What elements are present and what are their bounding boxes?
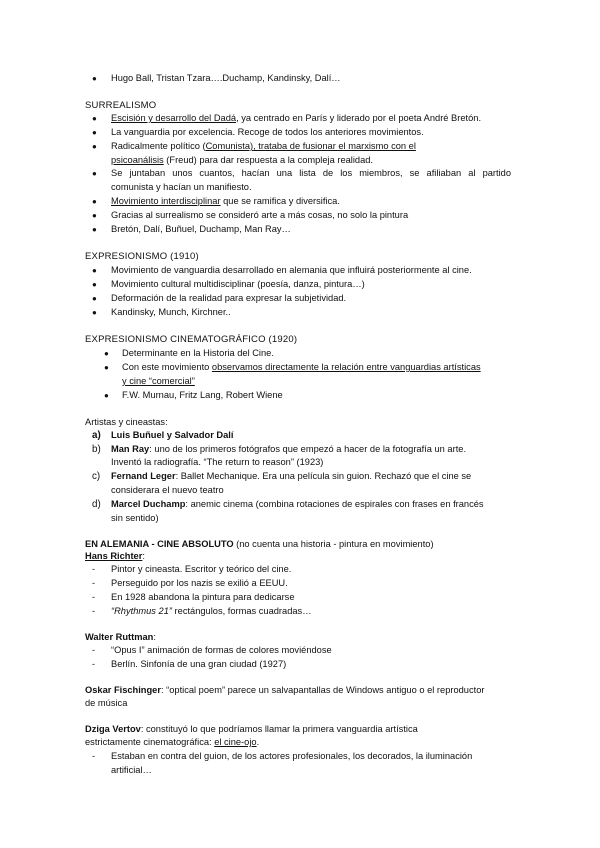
surrealismo-item-2: La vanguardia por excelencia. Recoge de todos los anteriores movimientos. (111, 127, 424, 137)
bullet-icon: ● (92, 308, 97, 317)
psicoanalisis-link: psicoanálisis (111, 155, 164, 165)
bullet-icon: ● (104, 349, 109, 358)
vertov-item-1: Estaban en contra del guion, de los actores profesionales, los decorados, la iluminación (111, 751, 473, 761)
richter-item-4: “Rhythmus 21” rectángulos, formas cuadradas… (111, 606, 312, 616)
exp-cine-item-2: Con este movimiento observamos directamente la relación entre vanguardias artísticas (122, 362, 481, 372)
richter-heading: Hans Richter: (85, 551, 145, 561)
exp-cine-item-1: Determinante en la Historia del Cine. (122, 348, 274, 358)
artist-duchamp-cont: sin sentido) (111, 513, 159, 523)
vertov-paragraph-cont: estrictamente cinematográfica: el cine-ojo. (85, 737, 260, 747)
bullet-icon: ● (92, 128, 97, 137)
bullet-icon: ● (92, 280, 97, 289)
intro-artists: Hugo Ball, Tristan Tzara….Duchamp, Kandinsky, Dalí… (111, 73, 341, 83)
expresionismo-item-4: Kandinsky, Munch, Kirchner.. (111, 307, 231, 317)
artistas-heading: Artistas y cineastas: (85, 417, 168, 427)
dada-link: Escisión y desarrollo del Dadá (111, 113, 237, 123)
bullet-icon: ● (92, 294, 97, 303)
expresionismo-item-1: Movimiento de vanguardia desarrollado en alemania que influirá posteriormente al cine. (111, 265, 472, 275)
expresionismo-heading: EXPRESIONISMO (1910) (85, 251, 199, 262)
artist-leger: Fernand Leger: Ballet Mechanique. Era una película sin guion. Rechazó que el cine se (111, 471, 472, 481)
bullet-icon: ● (104, 363, 109, 372)
artist-bunuel-dali: Luis Buñuel y Salvador Dalí (111, 430, 234, 440)
ruttman-heading: Walter Ruttman: (85, 632, 156, 642)
ruttman-item-2: Berlín. Sinfonía de una gran ciudad (1927) (111, 659, 287, 669)
bullet-icon: ● (92, 74, 97, 83)
exp-cine-heading: EXPRESIONISMO CINEMATOGRÁFICO (1920) (85, 334, 298, 345)
richter-item-1: Pintor y cineasta. Escritor y teórico del cine. (111, 564, 292, 574)
dash-icon: - (92, 606, 95, 616)
surrealismo-item-6: Gracias al surrealismo se consideró arte a más cosas, no solo la pintura (111, 210, 409, 220)
expresionismo-item-3: Deformación de la realidad para expresar la subjetividad. (111, 293, 347, 303)
ruttman-item-1: “Opus I” animación de formas de colores moviéndose (111, 645, 332, 655)
artist-man-ray-cont: Inventó la radiografía. “The return to reason” (1923) (111, 457, 324, 467)
exp-cine-item-2-cont: y cine “comercial” (122, 376, 195, 386)
expresionismo-item-2: Movimiento cultural multidisciplinar (poesía, danza, pintura…) (111, 279, 365, 289)
dash-icon: - (92, 645, 95, 655)
richter-item-2: Perseguido por los nazis se exilió a EEUU. (111, 578, 288, 588)
dash-icon: - (92, 564, 95, 574)
list-label: d) (92, 499, 101, 510)
list-label: b) (92, 444, 101, 455)
bullet-icon: ● (92, 169, 97, 178)
dash-icon: - (92, 578, 95, 588)
surrealismo-item-7: Bretón, Dalí, Buñuel, Duchamp, Man Ray… (111, 224, 291, 234)
surrealismo-item-3-cont: psicoanálisis (Freud) para dar respuesta a la compleja realidad. (111, 155, 374, 165)
surrealismo-item-5: Movimiento interdisciplinar que se ramifica y diversifica. (111, 196, 340, 206)
bullet-icon: ● (92, 197, 97, 206)
bullet-icon: ● (92, 225, 97, 234)
list-label: c) (92, 471, 101, 482)
surrealismo-item-3: Radicalmente político (Comunista), trataba de fusionar el marxismo con el (111, 141, 416, 151)
artist-duchamp: Marcel Duchamp: anemic cinema (combina rotaciones de espirales con frases en francés (111, 499, 484, 509)
richter-item-3: En 1928 abandona la pintura para dedicarse (111, 592, 295, 602)
artist-leger-cont: considerara el nuevo teatro (111, 485, 224, 495)
dash-icon: - (92, 751, 95, 761)
bullet-icon: ● (92, 114, 97, 123)
bullet-icon: ● (104, 391, 109, 400)
exp-cine-item-3: F.W. Murnau, Fritz Lang, Robert Wiene (122, 390, 283, 400)
vertov-item-1-cont: artificial… (111, 765, 152, 775)
dash-icon: - (92, 659, 95, 669)
fischinger-paragraph: Oskar Fischinger: “optical poem” parece un salvapantallas de Windows antiguo o el reproductor (85, 685, 485, 695)
vertov-paragraph: Dziga Vertov: constituyó lo que podríamos llamar la primera vanguardia artística (85, 724, 418, 734)
list-label: a) (92, 430, 101, 441)
cine-ojo-link: el cine-ojo (214, 737, 257, 747)
alemania-heading: EN ALEMANIA - CINE ABSOLUTO (no cuenta una historia - pintura en movimiento) (85, 539, 434, 549)
surrealismo-item-4: Se juntaban unos cuantos, hacían una lista de los miembros, se afiliaban al partido (111, 168, 511, 178)
bullet-icon: ● (92, 211, 97, 220)
bullet-icon: ● (92, 266, 97, 275)
surrealismo-heading: SURREALISMO (85, 100, 157, 111)
bullet-icon: ● (92, 142, 97, 151)
artist-man-ray: Man Ray: uno de los primeros fotógrafos que empezó a hacer de la fotografía un arte. (111, 444, 467, 454)
surrealismo-item-4-cont: comunista y hacían un manifiesto. (111, 182, 252, 192)
fischinger-paragraph-cont: de música (85, 698, 128, 708)
dash-icon: - (92, 592, 95, 602)
surrealismo-item-1: Escisión y desarrollo del Dadá, ya centrado en París y liderado por el poeta André Bretón. (111, 113, 482, 123)
